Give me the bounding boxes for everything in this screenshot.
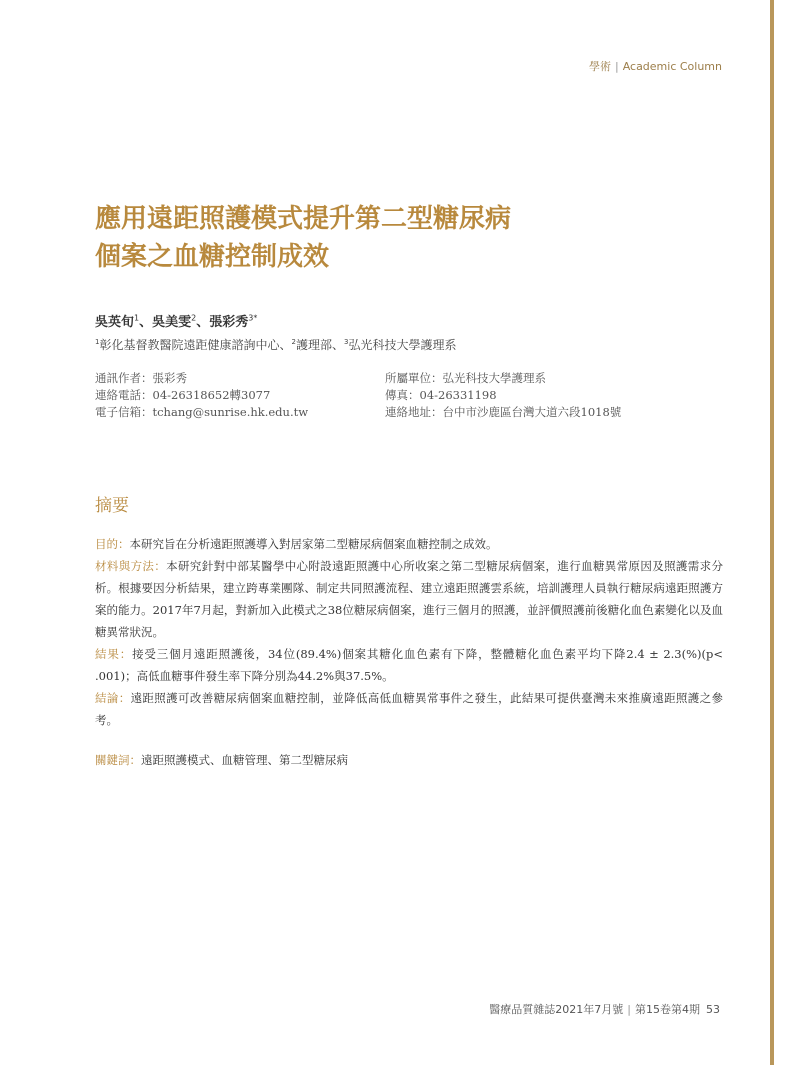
conclusion-label: 結論： <box>95 691 131 705</box>
affiliation-mark: 2 <box>291 338 296 346</box>
page-edge-bar <box>770 0 774 1065</box>
purpose-text: 本研究旨在分析遠距照護導入對居家第二型糖尿病個案血糖控制之成效。 <box>129 537 498 551</box>
author-affiliation-mark: 2 <box>191 313 197 323</box>
article-title-line-2: 個案之血糖控制成效 <box>95 242 330 272</box>
affiliation-org: 弘光科技大學護理系 <box>348 338 457 352</box>
abstract-heading: 摘要 <box>95 496 129 516</box>
contact-email[interactable]: 電子信箱：tchang@sunrise.hk.edu.tw <box>95 405 309 419</box>
abstract-results <box>95 643 723 687</box>
contact-address: 連絡地址：台中市沙鹿區台灣大道六段1018號 <box>385 405 622 419</box>
author-name: 吳美雯 <box>152 315 192 330</box>
page-number: 53 <box>706 1003 720 1016</box>
author-affiliation-mark: 3* <box>248 313 258 323</box>
author-separator: 、 <box>139 315 153 330</box>
contact-phone: 連絡電話：04-26318652轉3077 <box>95 388 271 402</box>
contact-row <box>95 404 695 421</box>
journal-issue: 醫療品質雜誌2021年7月號 <box>489 1003 624 1016</box>
affiliation-org: 彰化基督教醫院遠距健康諮詢中心、 <box>99 338 292 352</box>
keywords <box>95 749 723 771</box>
column-label-separator: | <box>614 60 619 73</box>
page-footer <box>489 1001 720 1017</box>
affiliation-org: 護理部、 <box>295 338 344 352</box>
abstract-methods <box>95 555 723 643</box>
purpose-label: 目的： <box>95 537 130 551</box>
corresponding-author: 通訊作者：張彩秀 <box>95 371 187 385</box>
results-text: 接受三個月遠距照護後，34位(89.4%)個案其糖化血色素有下降，整體糖化血色素平均下降2.4 ± 2.3(%)(p< .001)；高低血糖事件發生率下降分別為44.2%與37.5%。 <box>95 647 724 683</box>
affiliation-mark: 1 <box>95 338 100 346</box>
results-label: 結果： <box>95 647 133 661</box>
author-name: 吳英旬 <box>95 315 135 330</box>
methods-label: 材料與方法： <box>95 559 167 573</box>
column-label-zh: 學術 <box>588 60 611 73</box>
contact-row <box>95 370 695 387</box>
keywords-label: 關鍵詞： <box>95 753 141 767</box>
column-label-en: Academic Column <box>622 60 722 73</box>
author-separator: 、 <box>196 315 210 330</box>
keywords-text: 遠距照護模式、血糖管理、第二型糖尿病 <box>141 753 348 767</box>
affiliated-unit: 所屬單位：弘光科技大學護理系 <box>385 371 546 385</box>
contact-row <box>95 387 695 404</box>
abstract-conclusion <box>95 687 723 731</box>
article-title <box>95 200 655 276</box>
footer-separator: | <box>627 1003 631 1016</box>
methods-text: 本研究針對中部某醫學中心附設遠距照護中心所收案之第二型糖尿病個案，進行血糖異常原因及照護需求分析。根據要因分析結果，建立跨專業團隊、制定共同照護流程、建立遠距照護雲系統，培訓護理人員執行糖尿病遠距照護方案的能力。2017年7月起，對新加入此模式之38位糖尿病個案，進行三個月的照護，並評價照護前後糖化血色素變化以及血糖異常狀況。 <box>95 559 724 639</box>
volume-issue: 第15卷第4期 <box>635 1003 700 1016</box>
contact-info <box>95 370 695 421</box>
article-title-line-1: 應用遠距照護模式提升第二型糖尿病 <box>95 204 512 234</box>
abstract-purpose <box>95 533 723 555</box>
contact-fax: 傳真：04-26331198 <box>385 388 497 402</box>
author-affiliation-mark: 1 <box>134 313 140 323</box>
author-list <box>95 311 257 330</box>
affiliation-list <box>95 336 456 353</box>
affiliation-mark: 3 <box>343 338 349 346</box>
conclusion-text: 遠距照護可改善糖尿病個案血糖控制，並降低高低血糖異常事件之發生，此結果可提供臺灣未來推廣遠距照護之參考。 <box>95 691 724 727</box>
abstract-body <box>95 533 723 771</box>
column-label <box>589 58 722 74</box>
author-name: 張彩秀 <box>209 315 249 330</box>
